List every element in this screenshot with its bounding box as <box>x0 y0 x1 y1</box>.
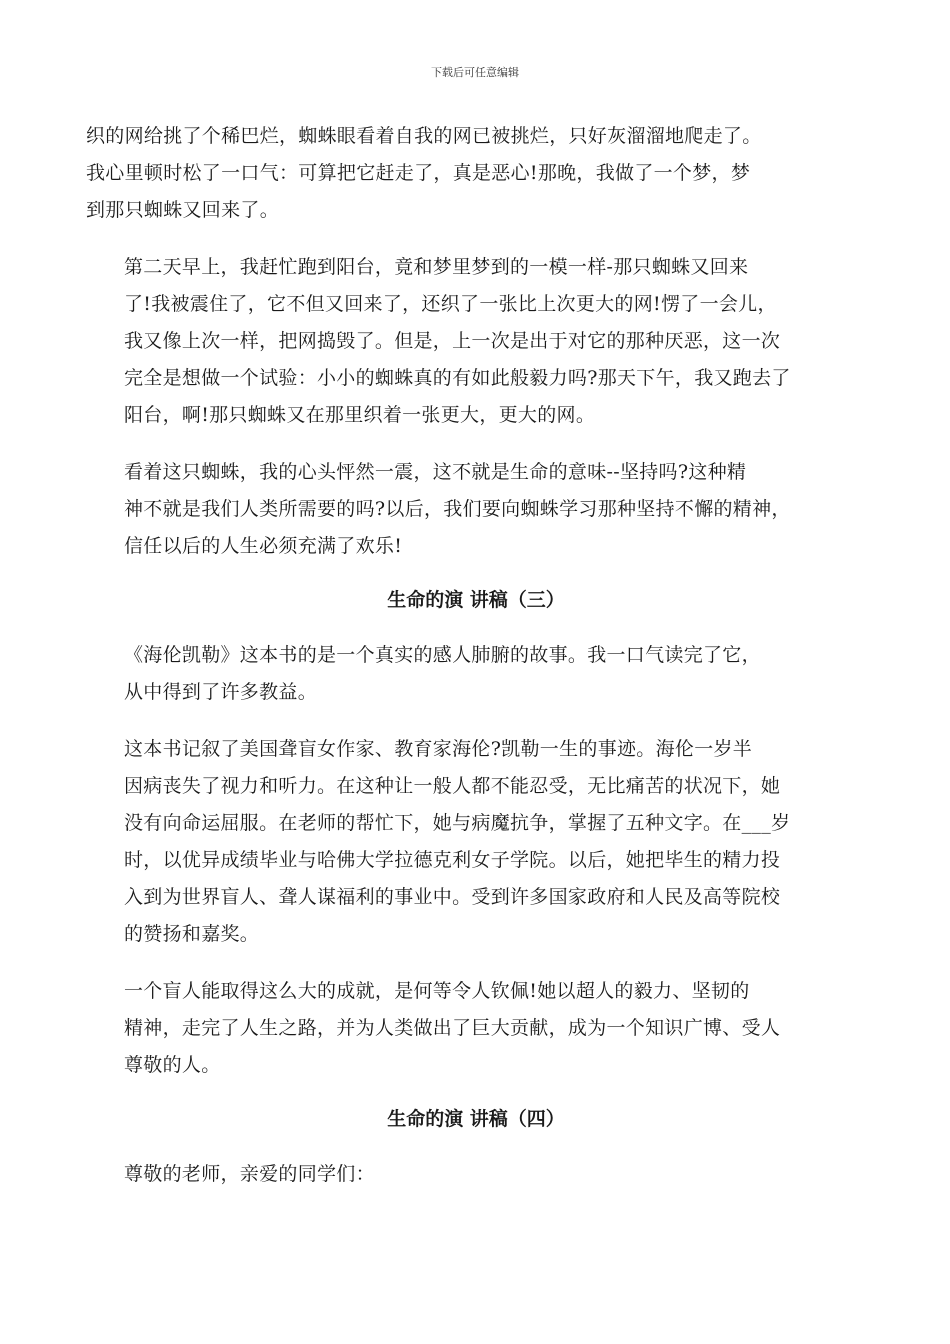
paragraph-spider-3 <box>86 454 866 565</box>
text-line: 完全是想做一个试验：小小的蜘蛛真的有如此般毅力吗?那天下午，我又跑去了 <box>124 367 791 389</box>
text-line: 织的网给挑了个稀巴烂，蜘蛛眼看着自我的网已被挑烂，只好灰溜溜地爬走了。 <box>86 125 762 147</box>
text-line: 神不就是我们人类所需要的吗?以后，我们要向蜘蛛学习那种坚持不懈的精神， <box>124 498 791 520</box>
text-line: 尊敬的人。 <box>124 1054 221 1076</box>
paragraph-helen-1 <box>86 637 866 711</box>
text-line: 时，以优异成绩毕业与哈佛大学拉德克利女子学院。以后，她把毕生的精力投 <box>124 849 781 871</box>
text-line: 到那只蜘蛛又回来了。 <box>86 199 280 221</box>
text-line: 第二天早上，我赶忙跑到阳台，竟和梦里梦到的一模一样-那只蜘蛛又回来 <box>124 256 749 278</box>
text-line: 阳台，啊!那只蜘蛛又在那里织着一张更大，更大的网。 <box>124 404 596 426</box>
text-line: 一个盲人能取得这么大的成就，是何等令人钦佩!她以超人的毅力、坚韧的 <box>124 980 750 1002</box>
document-body <box>86 118 866 1213</box>
text-line: 尊敬的老师，亲爱的同学们： <box>124 1163 375 1185</box>
text-line: 《海伦凯勒》这本书的是一个真实的感人肺腑的故事。我一口气读完了它， <box>124 644 761 666</box>
text-line: 没有向命运屈服。在老师的帮忙下，她与病魔抗争，掌握了五种文字。在___岁 <box>124 812 791 834</box>
text-line: 我心里顿时松了一口气：可算把它赶走了，真是恶心!那晚，我做了一个梦，梦 <box>86 162 751 184</box>
text-line: 入到为世界盲人、聋人谋福利的事业中。受到许多国家政府和人民及高等院校 <box>124 886 781 908</box>
text-line: 我又像上次一样，把网捣毁了。但是，上一次是出于对它的那种厌恶，这一次 <box>124 330 781 352</box>
section-heading-4: 生命的演 讲稿（四） <box>387 1108 565 1130</box>
paragraph-greeting <box>86 1156 866 1193</box>
text-line: 信任以后的人生必须充满了欢乐! <box>124 535 403 557</box>
text-line: 从中得到了许多教益。 <box>124 681 318 703</box>
text-line: 这本书记叙了美国聋盲女作家、教育家海伦?凯勒一生的事迹。海伦一岁半 <box>124 738 753 760</box>
paragraph-spider-1 <box>86 118 866 229</box>
page-header: 下载后可任意编辑 <box>431 66 519 79</box>
text-line: 的赞扬和嘉奖。 <box>124 923 260 945</box>
section-heading-3: 生命的演 讲稿（三） <box>387 589 565 611</box>
text-line: 因病丧失了视力和听力。在这种让一般人都不能忍受，无比痛苦的状况下，她 <box>124 775 781 797</box>
text-line: 精神，走完了人生之路，并为人类做出了巨大贡献，成为一个知识广博、受人 <box>124 1017 781 1039</box>
paragraph-spider-2 <box>86 249 866 434</box>
paragraph-helen-2 <box>86 731 866 953</box>
paragraph-helen-3 <box>86 973 866 1084</box>
text-line: 了!我被震住了，它不但又回来了，还织了一张比上次更大的网!愣了一会儿， <box>124 293 777 315</box>
text-line: 看着这只蜘蛛，我的心头怦然一震，这不就是生命的意味--坚持吗?这种精 <box>124 461 747 483</box>
